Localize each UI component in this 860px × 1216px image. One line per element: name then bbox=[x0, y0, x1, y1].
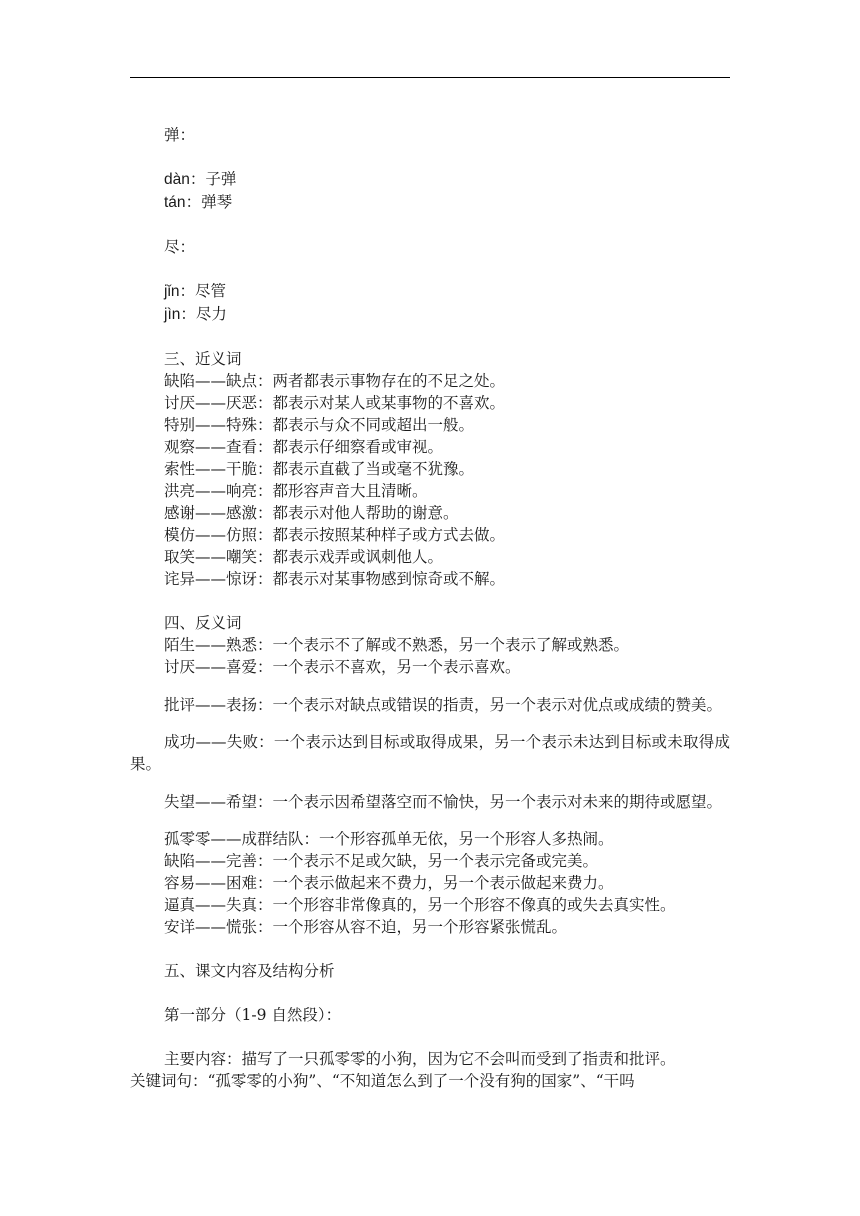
pinyin: tán bbox=[164, 194, 186, 211]
synonym-item: 洪亮——响亮：都形容声音大且清晰。 bbox=[164, 482, 428, 500]
antonym-item: 容易——困难：一个表示做起来不费力，另一个表示做起来费力。 bbox=[164, 874, 614, 892]
antonym-item: 逼真——失真：一个形容非常像真的，另一个形容不像真的或失去真实性。 bbox=[164, 896, 676, 914]
document-content bbox=[130, 124, 730, 1092]
reading-word: ：子弹 bbox=[189, 170, 237, 188]
polyphone-reading bbox=[130, 280, 730, 303]
polyphone-char: 弹： bbox=[164, 126, 196, 144]
antonym-item: 孤零零——成群结队：一个形容孤单无依，另一个形容人多热闹。 bbox=[164, 830, 614, 848]
synonym-item: 讨厌——厌恶：都表示对某人或某事物的不喜欢。 bbox=[164, 394, 506, 412]
header-rule bbox=[130, 77, 730, 78]
antonym-item: 安详——慌张：一个形容从容不迫，另一个形容紧张慌乱。 bbox=[164, 918, 568, 936]
reading-word: ：弹琴 bbox=[185, 193, 233, 211]
reading-word: ：尽力 bbox=[180, 305, 227, 323]
part1-title: 第一部分（1-9 自然段）： bbox=[164, 1006, 342, 1024]
key-phrases: 关键词句：“孤零零的小狗”、“不知道怎么到了一个没有狗的国家”、“干吗 bbox=[130, 1072, 635, 1090]
antonym-item: 陌生——熟悉：一个表示不了解或不熟悉，另一个表示了解或熟悉。 bbox=[164, 636, 630, 654]
section-heading-analysis: 五、课文内容及结构分析 bbox=[164, 962, 335, 980]
antonym-item: 成功——失败：一个表示达到目标或取得成果，另一个表示未达到目标或未取得成果。 bbox=[130, 733, 730, 773]
reading-word: ：尽管 bbox=[179, 282, 227, 300]
antonym-item: 批评——表扬：一个表示对缺点或错误的指责，另一个表示对优点或成绩的赞美。 bbox=[164, 695, 723, 714]
synonym-item: 模仿——仿照：都表示按照某种样子或方式去做。 bbox=[164, 526, 506, 544]
synonym-item: 感谢——感激：都表示对他人帮助的谢意。 bbox=[164, 504, 459, 522]
pinyin: dàn bbox=[164, 171, 190, 188]
synonym-item: 取笑——嘲笑：都表示戏弄或讽刺他人。 bbox=[164, 548, 444, 566]
polyphone-reading bbox=[130, 168, 730, 191]
antonym-list bbox=[130, 634, 730, 938]
antonym-item: 失望——希望：一个表示因希望落空而不愉快，另一个表示对未来的期待或愿望。 bbox=[164, 792, 723, 811]
antonym-item: 缺陷——完善：一个表示不足或欠缺，另一个表示完备或完美。 bbox=[164, 852, 599, 870]
synonym-item: 特别——特殊：都表示与众不同或超出一般。 bbox=[164, 416, 475, 434]
pinyin: jǐn bbox=[164, 283, 180, 300]
section-heading-synonyms: 三、近义词 bbox=[164, 350, 242, 368]
synonym-item: 诧异——惊讶：都表示对某事物感到惊奇或不解。 bbox=[164, 570, 506, 588]
synonym-list bbox=[130, 370, 730, 590]
synonym-item: 缺陷——缺点：两者都表示事物存在的不足之处。 bbox=[164, 372, 506, 390]
section-heading-antonyms: 四、反义词 bbox=[164, 614, 242, 632]
main-content: 主要内容：描写了一只孤零零的小狗，因为它不会叫而受到了指责和批评。 bbox=[164, 1050, 676, 1068]
antonym-item: 讨厌——喜爱：一个表示不喜欢，另一个表示喜欢。 bbox=[164, 658, 521, 676]
synonym-item: 索性——干脆：都表示直截了当或毫不犹豫。 bbox=[164, 460, 475, 478]
polyphone-reading bbox=[130, 303, 730, 326]
polyphone-reading bbox=[130, 191, 730, 214]
polyphone-char: 尽： bbox=[164, 238, 196, 256]
synonym-item: 观察——查看：都表示仔细察看或审视。 bbox=[164, 438, 444, 456]
pinyin: jìn bbox=[164, 306, 181, 323]
